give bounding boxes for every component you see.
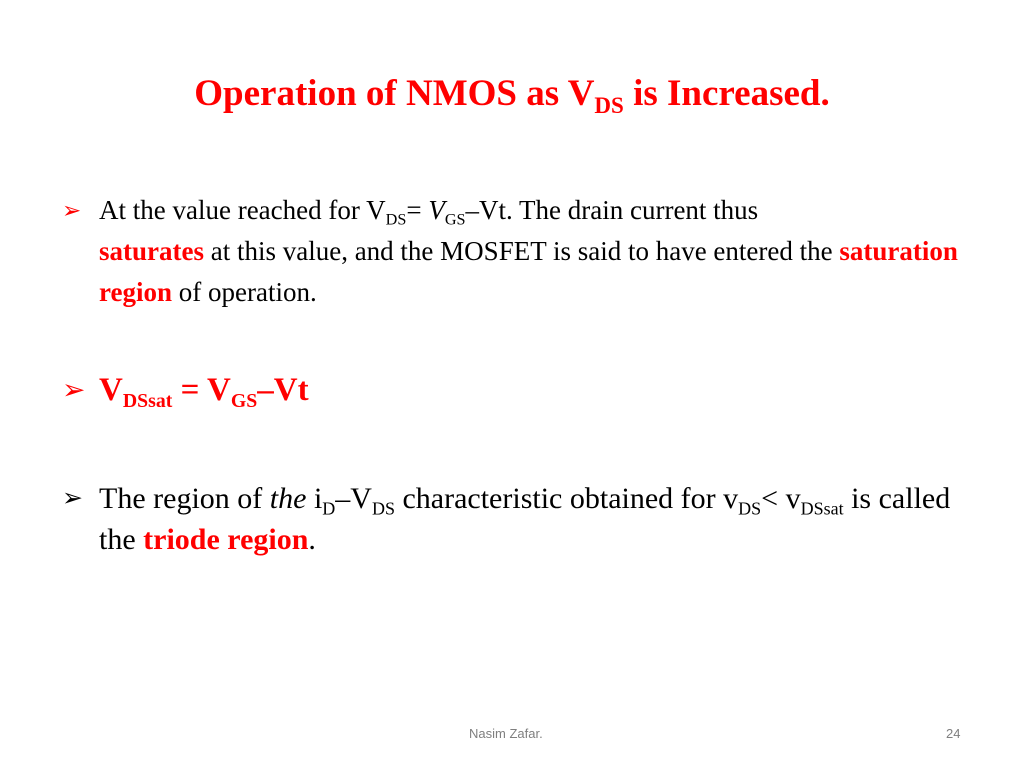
bullet-arrow-icon: ➢ bbox=[62, 485, 83, 512]
slide-title bbox=[0, 72, 1024, 119]
bullet-text: At the value reached for $V_{DS}= V_{GS}-Vt$. The drain current thus saturates at this value, and the MOSFET is said to have entered the saturation region of operation. bbox=[99, 195, 958, 307]
formula-text: $V_{DSsat} = V_{GS}-Vt$ bbox=[99, 372, 309, 412]
highlight-triode-region: triode region bbox=[143, 523, 309, 556]
footer-author: Nasim Zafar. bbox=[469, 726, 543, 741]
bullet-arrow-icon: ➢ bbox=[62, 198, 82, 223]
highlight-saturates: saturates bbox=[99, 236, 204, 266]
bullet-text: The region of the $i_D-V_{DS}$ characteristic obtained for $v_{DS}< v_{DSsat}$ is called the triode region. bbox=[99, 482, 951, 556]
highlight-saturation-region: saturation region bbox=[99, 236, 958, 307]
page-number: 24 bbox=[946, 726, 961, 741]
title-text-rest: is Increased. bbox=[623, 73, 830, 114]
title-subscript: DS bbox=[594, 93, 624, 119]
title-text: Operation of NMOS as V bbox=[194, 73, 595, 114]
bullet-arrow-icon: ➢ bbox=[62, 375, 86, 406]
